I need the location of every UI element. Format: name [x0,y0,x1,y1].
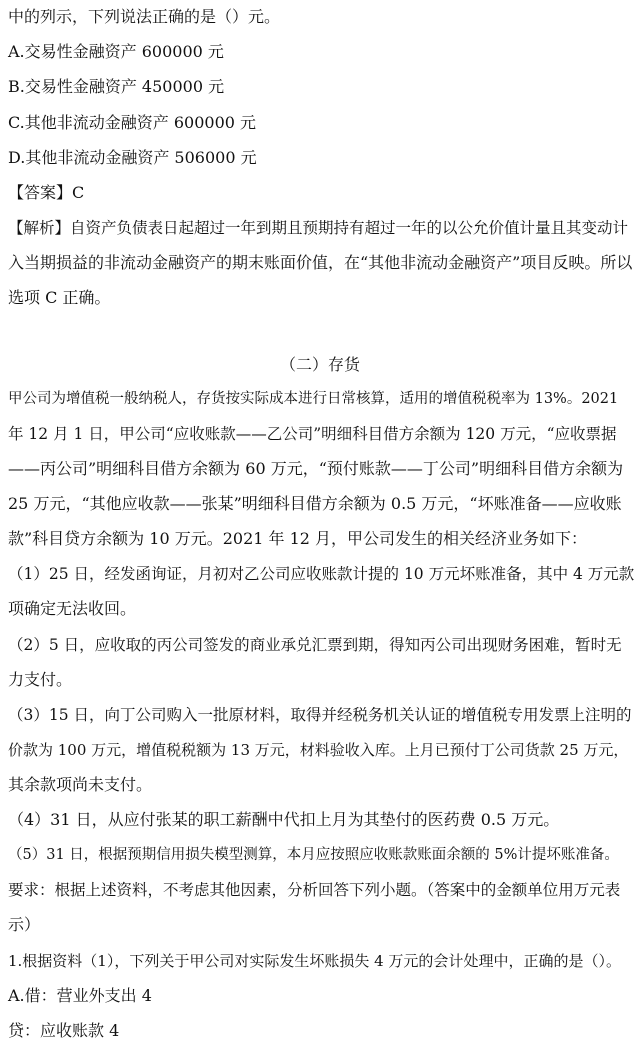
case-line-4: 25 万元，“其他应收款——张某”明细科目借方余额为 0.5 万元，“坏账准备——应收账 [8,494,622,513]
case-line-2: 年 12 月 1 日，甲公司“应收账款——乙公司”明细科目借方余额为 120 万元，“应收票据 [8,425,617,443]
item-line-4: 力支付。 [8,670,73,689]
requirement-line-1: 要求：根据上述资料，不考虑其他因素，分析回答下列小题。（答案中的金额单位用万元表 [8,881,621,899]
requirement-line-2: 示） [8,915,41,934]
section-title: （二）存货 [279,355,360,374]
option-c: C.其他非流动金融资产 600000 元 [8,113,257,132]
analysis-line-3: 选项 C 正确。 [8,288,111,307]
item-line-2: 项确定无法收回。 [8,599,137,618]
question-1-option-a-debit: A.借：营业外支出 4 [8,986,152,1005]
case-line-3: ——丙公司”明细科目借方余额为 60 万元，“预付账款——丁公司”明细科目借方余额为 [8,459,624,478]
item-line-5: （3）15 日，向丁公司购入一批原材料，取得并经税务机关认证的增值税专用发票上注明的 [8,706,632,724]
question-stem-tail: 中的列示，下列说法正确的是（）元。 [8,7,281,26]
option-a: A.交易性金融资产 600000 元 [8,42,224,61]
item-line-9: （5）31 日，根据预期信用损失模型测算，本月应按照应收账款账面余额的 5%计提坏账准备。 [8,847,619,863]
item-line-3: （2）5 日，应收取的丙公司签发的商业承兑汇票到期，得知丙公司出现财务困难，暂时无 [8,636,622,654]
question-1-option-a-credit: 贷：应收账款 4 [8,1021,120,1040]
analysis-line-2: 入当期损益的非流动金融资产的期末账面价值，在“其他非流动金融资产”项目反映。所以 [8,253,633,272]
question-1-stem: 1.根据资料（1），下列关于甲公司对实际发生坏账损失 4 万元的会计处理中，正确的是（）。 [8,952,621,970]
case-line-5: 款”科目贷方余额为 10 万元。2021 年 12 月，甲公司发生的相关经济业务如下： [8,529,588,548]
answer-line: 【答案】C [8,183,85,202]
option-b: B.交易性金融资产 450000 元 [8,77,225,96]
case-line-1: 甲公司为增值税一般纳税人，存货按实际成本进行日常核算，适用的增值税税率为 13%。2021 [8,391,619,407]
item-line-8: （4）31 日，从应付张某的职工薪酬中代扣上月为其垫付的医药费 0.5 万元。 [8,810,560,829]
analysis-line-1: 【解析】自资产负债表日起超过一年到期且预期持有超过一年的以公允价值计量且其变动计 [8,219,629,237]
item-line-6: 价款为 100 万元，增值税税额为 13 万元，材料验收入库。上月已预付丁公司货款 25 万元， [8,741,629,759]
item-line-7: 其余款项尚未支付。 [8,775,153,794]
item-line-1: （1）25 日，经发函询证，月初对乙公司应收账款计提的 10 万元坏账准备，其中 4 万元款 [8,565,635,583]
option-d: D.其他非流动金融资产 506000 元 [8,148,257,167]
